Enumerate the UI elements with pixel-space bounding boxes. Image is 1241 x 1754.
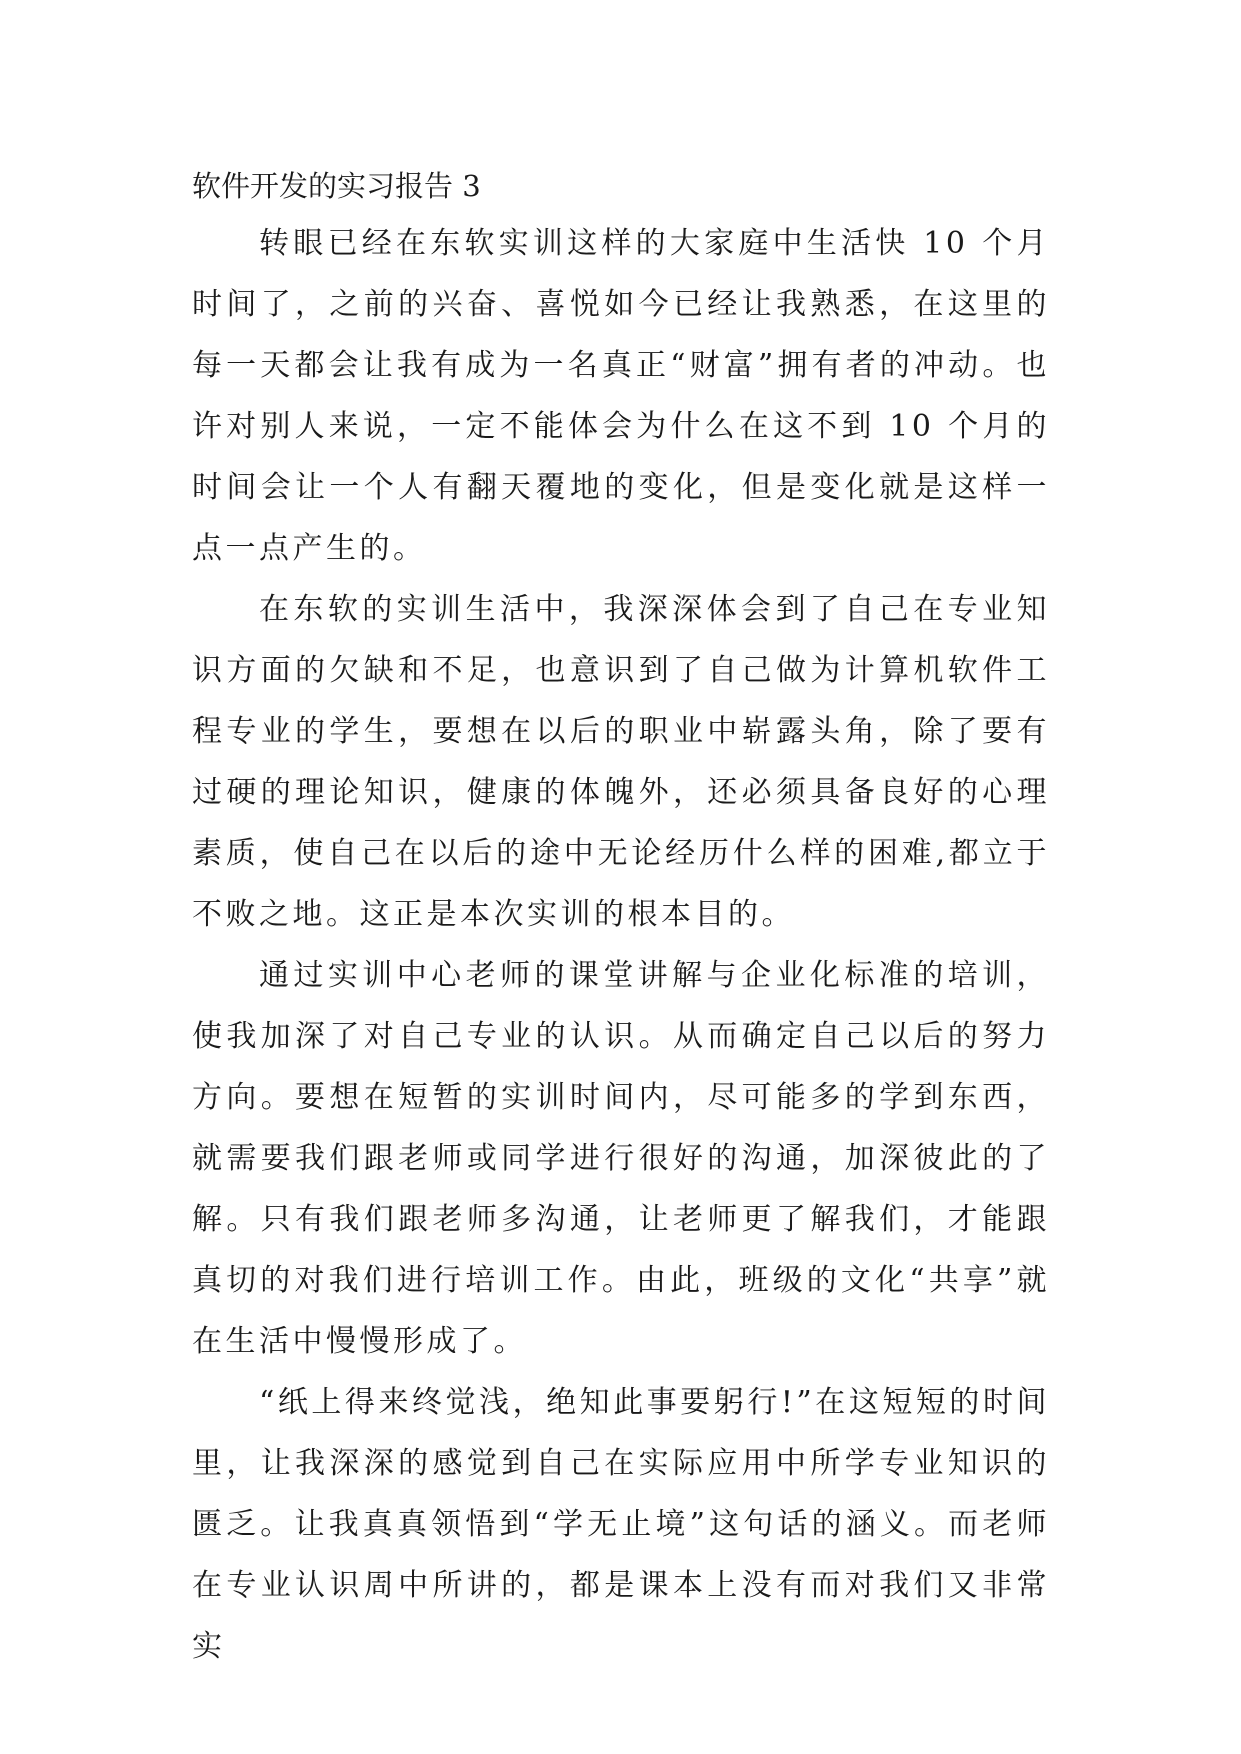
paragraph: “纸上得来终觉浅，绝知此事要躬行!”在这短短的时间里，让我深深的感觉到自己在实际应用中所学专业知识的匮乏。让我真真领悟到“学无止境”这句话的涵义。而老师在专业认识周中所讲的，都是课本上没有而对我们又非常实 xyxy=(192,1385,1050,1664)
paragraph: 通过实训中心老师的课堂讲解与企业化标准的培训，使我加深了对自己专业的认识。从而确定自己以后的努力方向。要想在短暂的实训时间内，尽可能多的学到东西，就需要我们跟老师或同学进行很好的沟通，加深彼此的了解。只有我们跟老师多沟通，让老师更了解我们，才能跟真切的对我们进行培训工作。由此，班级的文化“共享”就在生活中慢慢形成了。 xyxy=(192,958,1050,1359)
document-title: 软件开发的实习报告 3 xyxy=(192,169,481,203)
paragraph: 转眼已经在东软实训这样的大家庭中生活快 10 个月时间了，之前的兴奋、喜悦如今已经让我熟悉，在这里的每一天都会让我有成为一名真正“财富”拥有者的冲动。也许对别人来说，一定不能体会为什么在这不到 10 个月的时间会让一个人有翻天覆地的变化，但是变化就是这样一点一点产生的。 xyxy=(192,226,1050,566)
paragraph: 在东软的实训生活中，我深深体会到了自己在专业知识方面的欠缺和不足，也意识到了自己做为计算机软件工程专业的学生，要想在以后的职业中崭露头角，除了要有过硬的理论知识，健康的体魄外，还必须具备良好的心理素质，使自己在以后的途中无论经历什么样的困难,都立于不败之地。这正是本次实训的根本目的。 xyxy=(192,592,1050,932)
document-body xyxy=(192,160,1050,1677)
